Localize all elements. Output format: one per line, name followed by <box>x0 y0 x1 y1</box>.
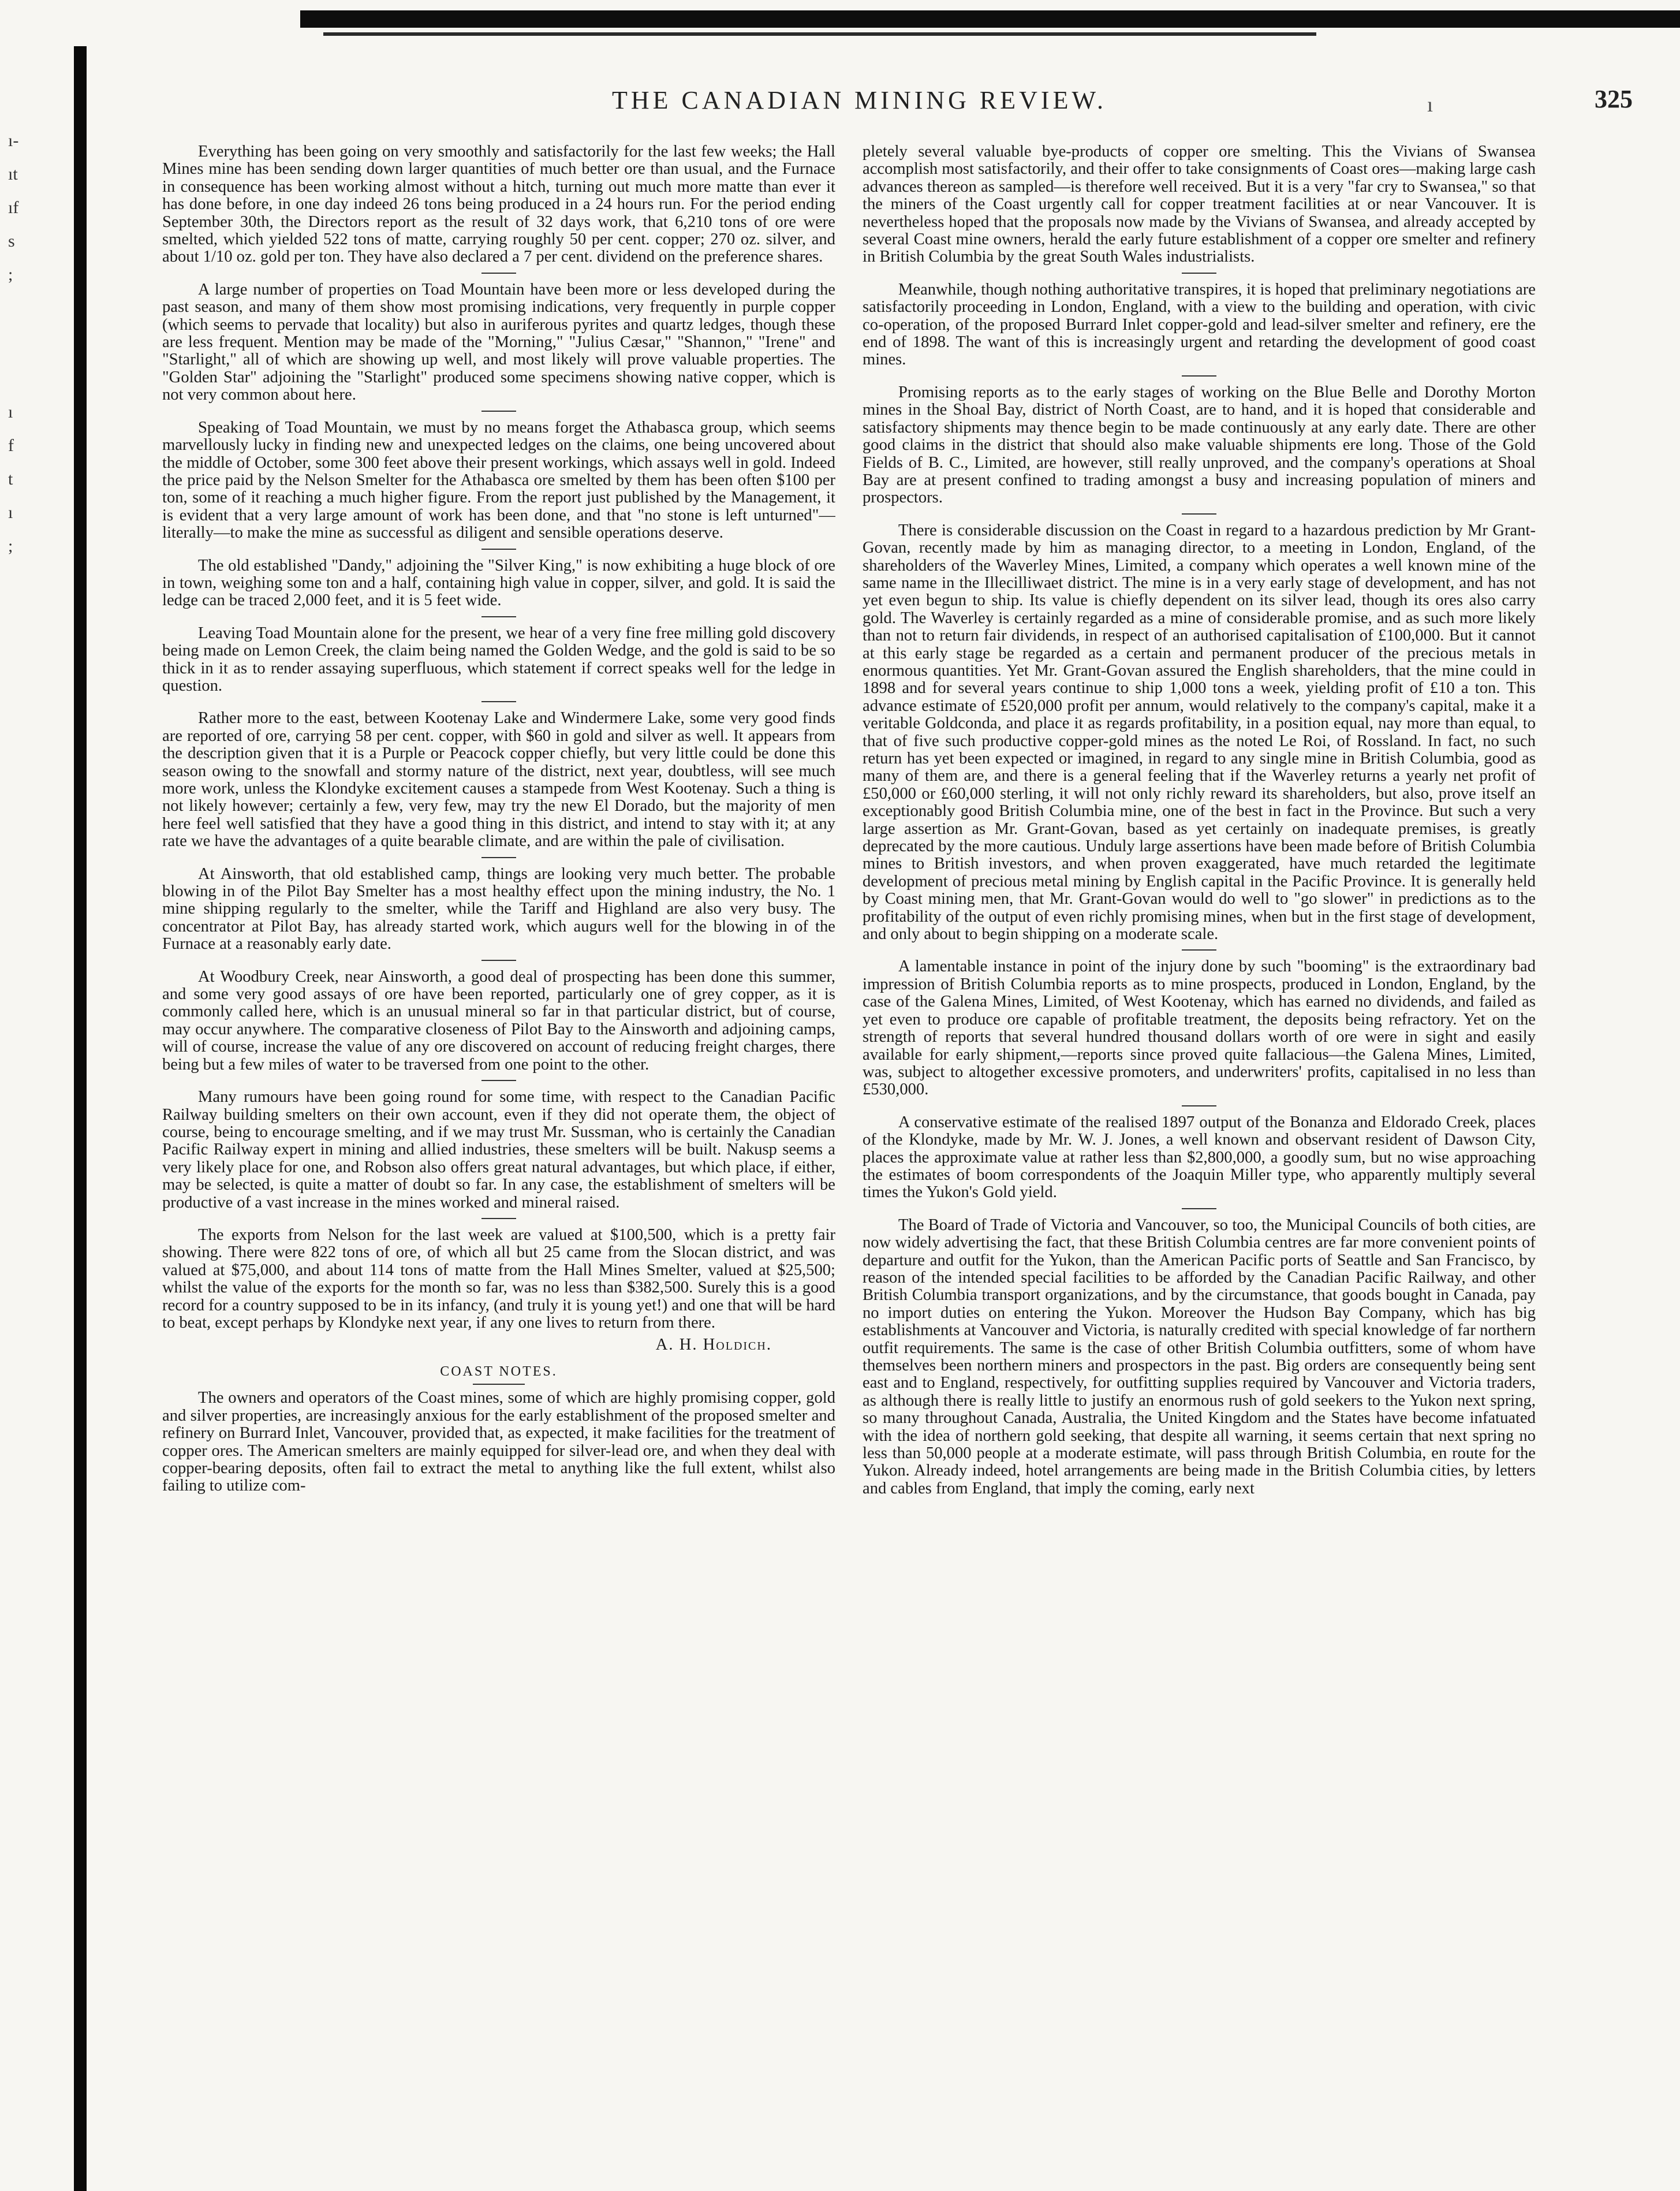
paragraph: Everything has been going on very smoothly and satisfactorily for the last few weeks; the Hall Mines mine has been sending down larger quantities of much better ore than usual, and the Furnace in consequence has been working almost without a hitch, turning out much more matte than ever it has done before, in one day indeed 26 tons being produced in a 24 hours run. For the period ending September 30th, the Directors report as the result of 32 days work, that 6,210 tons of ore were smelted, which yielded 522 tons of matte, carrying roughly 50 per cent. copper; 270 oz. silver, and about 1/10 oz. gold per ton. They have also declared a 7 per cent. dividend on the preference shares. <box>162 143 835 266</box>
paragraph: Promising reports as to the early stages of working on the Blue Belle and Dorothy Morton mines in the Shoal Bay, district of North Coast, are to hand, and it is hoped that considerable and satisfactory shipments may thence begin to be made continuously at any early date. There are other good claims in the district that should also make valuable shipments ere long. Those of the Gold Fields of B. C., Limited, are however, still really unproved, and the company's operations at Shoal Bay are at present confined to trading amongst a busy and increasing population of miners and prospectors. <box>863 383 1536 507</box>
paragraph: At Woodbury Creek, near Ainsworth, a good deal of prospecting has been done this summer, and some very good assays of ore have been reported, particularly one of grey copper, as it is commonly called here, which is an unusual mineral so far in that particular district, but of course, may occur anywhere. The comparative closeness of Pilot Bay to the Ainsworth and adjoining camps, will of course, increase the value of any ore discovered on account of reducing freight charges, there being but a few miles of water to be traversed from one point to the other. <box>162 967 835 1074</box>
paragraph-divider <box>1182 949 1216 951</box>
paragraph-divider <box>481 549 516 550</box>
paragraph-divider <box>481 701 516 702</box>
author-signature: A. H. Holdich. <box>655 1336 772 1354</box>
section-heading-rule <box>473 1384 525 1385</box>
paragraph: A large number of properties on Toad Mountain have been more or less developed during the past season, and many of them show most promising indications, very frequently in purple copper (which seems to pervade that locality) but also in auriferous pyrites and quartz ledges, though these are less frequent. Mention may be made of the "Morning," "Julius Cæsar," "Shannon," "Irene" and "Starlight," all of which are showing up well, and most likely will prove valuable properties. The "Golden Star" adjoining the "Starlight" produced some specimens showing native copper, which is not very common about here. <box>162 280 835 404</box>
paragraph: There is considerable discussion on the Coast in regard to a hazardous prediction by Mr Grant-Govan, recently made by him as managing director, to a meeting in London, England, of the shareholders of the Waverley Mines, Limited, a company which operates a well known mine of the same name in the Illecilliwaet district. The mine is in a very early stage of development, and has not yet even begun to ship. Its value is chiefly dependent on its silver lead, though its ores also carry gold. The Waverley is certainly regarded as a mine of considerable promise, and as such more likely than not to return fair dividends, in respect of an authorised capitalisation of £100,000. But it cannot at this early stage be regarded as a certain and permanent producer of the precious metals in enormous quantities. Yet Mr. Grant-Govan assured the English shareholders, that the mine could in 1898 and for several years continue to ship 1,000 tons a week, yielding profit of £10 a ton. This advance estimate of £520,000 profit per annum, would relatively to the company's capital, make it a veritable Goldconda, and place it as regards profitability, in a position equal, nay more than equal, to that of five such productive copper-gold mines as the noted Le Roi, of Rossland. In fact, no such return has yet been expected or imagined, in regard to any single mine in British Columbia, good as many of them are, and there is a general feeling that if the Waverley returns a yearly net profit of £50,000 or £60,000 sterling, it will not only richly reward its shareholders, but also, prove itself an exceptionably good British Columbia mine, one of the best in fact in the Province. But such a very large assertion as Mr. Grant-Govan, based as yet certainly on inadequate premises, is greatly deprecated by the more cautious. Unduly large assertions have been made before of British Columbia mines to British investors, and when proven exaggerated, have much retarded the legitimate development of precious metal mining by English capital in the Pacific Province. It is generally held by Coast mining men, that Mr. Grant-Govan would do well to "go slower" in predictions as to the profitability of the output of even richly promising mines, when but in the first stage of development, and only about to begin shipping on a moderate scale. <box>863 521 1536 944</box>
right-column <box>863 143 1536 2176</box>
margin-mark: ı <box>8 403 13 422</box>
paragraph: Speaking of Toad Mountain, we must by no means forget the Athabasca group, which seems marvellously lucky in finding new and unexpected ledges on the claims, one being uncovered about the middle of October, some 300 feet above their present workings, which assays well in gold. Indeed the price paid by the Nelson Smelter for the Athabasca ore smelted by them has been often $100 per ton, some of it reaching a much higher figure. From the report just published by the Management, it is evident that a very large amount of work has been done, and that "no stone is left unturned"—literally—to make the mine as successful as diligent and sensible operations deserve. <box>162 418 835 542</box>
paragraph-divider <box>1182 375 1216 377</box>
margin-mark: ıf <box>8 198 19 217</box>
paragraph: The old established "Dandy," adjoining the "Silver King," is now exhibiting a huge block of ore in town, weighing some ton and a half, containing high value in copper, silver, and gold. It is said the ledge can be traced 2,000 feet, and it is 5 feet wide. <box>162 556 835 610</box>
paragraph: The owners and operators of the Coast mines, some of which are highly promising copper, gold and silver properties, are increasingly anxious for the early establishment of the proposed smelter and refinery on Burrard Inlet, Vancouver, provided that, as expected, it make facilities for the treatment of copper ores. The American smelters are mainly equipped for silver-lead ore, and when they deal with copper-bearing deposits, often fail to extract the metal to anything like the full extent, whilst also failing to utilize com- <box>162 1389 835 1495</box>
margin-mark: ; <box>8 536 13 556</box>
margin-mark: ; <box>8 265 13 284</box>
paragraph-divider <box>481 1080 516 1081</box>
paragraph: A lamentable instance in point of the injury done by such "booming" is the extraordinary bad impression of British Columbia reports as to mine prospects, produced in London, England, by the case of the Galena Mines, Limited, of West Kootenay, which has earned no dividends, and failed as yet even to produce ore capable of profitable treatment, the deposits being refractory. Yet on the strength of reports that several hundred thousand dollars worth of ore were in sight and easily available for early shipment,—reports since proved quite fallacious—the Galena Mines, Limited, was, subject to altogether excessive promoters, and underwriters' profits, capitalised in no less than £530,000. <box>863 957 1536 1099</box>
paragraph-divider <box>481 273 516 274</box>
paragraph: At Ainsworth, that old established camp, things are looking very much better. The probable blowing in of the Pilot Bay Smelter has a most healthy effect upon the mining industry, the No. 1 mine shipping regularly to the smelter, while the Tariff and Highland are also very busy. The concentrator at Pilot Bay, has already started work, which augurs well for the blowing in of the Furnace at a reasonably early date. <box>162 865 835 953</box>
paragraph-divider <box>1182 1105 1216 1106</box>
paragraph: Rather more to the east, between Kootenay Lake and Windermere Lake, some very good finds are reported of ore, carrying 58 per cent. copper, with $60 in gold and silver as well. It appears from the description given that it is a Purple or Peacock copper chiefly, but very little could be done this season owing to the snowfall and stormy nature of the district, next year, doubtless, will see much more work, unless the Klondyke excitement causes a stampede from West Kootenay. Such a thing is not likely however; certainly a few, very few, may try the new El Dorado, but the majority of men here feel well satisfied that they have a good thing in this district, and intend to stay with it; at any rate we have the advantages of a quite bearable climate, and are within the pale of civilisation. <box>162 709 835 851</box>
paragraph: pletely several valuable bye-products of copper ore smelting. This the Vivians of Swansea accomplish most satisfactorily, and their offer to take consignments of Coast ores—making large cash advances thereon as sampled—is therefore well received. But it is a very "far cry to Swansea," so that the miners of the Coast urgently call for copper treatment facilities at or near Vancouver. It is nevertheless hoped that the proposals now made by the Vivians of Swansea, and already accepted by several Coast mine owners, herald the early future establishment of a copper ore smelter and refinery in British Columbia by the great South Wales industrialists. <box>863 143 1536 266</box>
paragraph-divider <box>1182 1208 1216 1209</box>
left-column <box>162 143 835 2176</box>
paragraph: The Board of Trade of Victoria and Vancouver, so too, the Municipal Councils of both cities, are now widely advertising the fact, that these British Columbia centres are far more convenient points of departure and outfit for the Yukon, than the American Pacific ports of Seattle and San Francisco, by reason of the intended special facilities to be afforded by the Canadian Pacific Railway, and other British Columbia transport organizations, and by the circumstance, that goods bought in Canada, pay no import duties on entering the Yukon. Moreover the Hudson Bay Company, which has big establishments at Vancouver and Victoria, is naturally credited with special knowledge of far northern outfit requirements. The same is the case of other British Columbia outfitters, some of whom have themselves been northern miners and prospectors in the past. Big orders are consequently being sent east and to England, respectively, for outfitting supplies required by Vancouver and Victoria traders, as although there is really little to justify an enormous rush of gold seekers to the Yukon next spring, so many throughout Canada, Australia, the United Kingdom and the States have become infatuated with the idea of northern gold seeking, that despite all warning, it seems certain that next spring no less than 50,000 people at a moderate estimate, will pass through British Columbia, en route for the Yukon. Already indeed, hotel arrangements are being made in the British Columbia cities, by letters and cables from England, that imply the coming, early next <box>863 1216 1536 1497</box>
paragraph: Meanwhile, though nothing authoritative transpires, it is hoped that preliminary negotiations are satisfactorily proceeding in London, England, with a view to the building and operation, with civic co-operation, of the proposed Burrard Inlet copper-gold and lead-silver smelter and refinery, ere the end of 1898. The want of this is increasingly urgent and retarding the development of good coast mines. <box>863 280 1536 369</box>
section-heading: COAST NOTES. <box>440 1364 558 1380</box>
header-tick-mark: ı <box>1427 93 1433 116</box>
paragraph: Many rumours have been going round for some time, with respect to the Canadian Pacific Railway building smelters on their own account, even if they did not operate them, the object of course, being to encourage smelting, and if we may trust Mr. Sussman, who is certainly the Canadian Pacific Railway expert in mining and allied industries, these smelters will be built. Nakusp seems a very likely place for one, and Robson also offers great natural advantages, but which place, if either, may be selected, is quite a matter of doubt so far. In any case, the establishment of smelters will be productive of a vast increase in the mines worked and mineral raised. <box>162 1088 835 1212</box>
margin-mark: ı- <box>8 131 19 150</box>
running-title: THE CANADIAN MINING REVIEW. <box>612 86 1107 114</box>
margin-mark: t <box>8 469 13 489</box>
margin-mark: s <box>8 232 15 251</box>
binding-edge-shadow <box>74 46 87 2191</box>
page-number: 325 <box>1595 85 1633 113</box>
paragraph-divider <box>481 960 516 961</box>
paragraph-divider <box>1182 273 1216 274</box>
margin-mark: ıt <box>8 165 18 184</box>
margin-mark: f <box>8 436 14 455</box>
paragraph-divider <box>481 1218 516 1219</box>
paragraph: The exports from Nelson for the last week are valued at $100,500, which is a pretty fair showing. There were 822 tons of ore, of which all but 25 came from the Slocan district, and was valued at $75,000, and about 114 tons of matte from the Hall Mines Smelter, valued at $25,500; whilst the value of the exports for the month so far, was no less than $382,500. Surely this is a good record for a country supposed to be in its infancy, (and truly it is young yet!) and one that will be hard to beat, except perhaps by Klondyke next year, if any one lives to return from there. <box>162 1225 835 1332</box>
margin-marks <box>8 124 35 563</box>
paragraph-divider <box>1182 513 1216 515</box>
top-border-thin-rule <box>323 32 1316 36</box>
paragraph: Leaving Toad Mountain alone for the present, we hear of a very fine free milling gold discovery being made on Lemon Creek, the claim being named the Golden Wedge, and the gold is said to be so thick in it as to render assaying superfluous, which statement if correct speaks well for the ledge in question. <box>162 624 835 695</box>
paragraph-divider <box>481 857 516 858</box>
paragraph-divider <box>481 411 516 412</box>
paragraph-divider <box>481 616 516 617</box>
paragraph: A conservative estimate of the realised 1897 output of the Bonanza and Eldorado Creek, places of the Klondyke, made by Mr. W. J. Jones, a well known and observant resident of Dawson City, places the approximate value at rather less than $2,800,000, a goodly sum, but no wise approaching the estimates of boom correspondents of the Joaquin Miller type, who apparently multiply several times the Yukon's Gold yield. <box>863 1113 1536 1202</box>
margin-mark: ı <box>8 503 13 522</box>
top-border-rule <box>300 10 1680 28</box>
